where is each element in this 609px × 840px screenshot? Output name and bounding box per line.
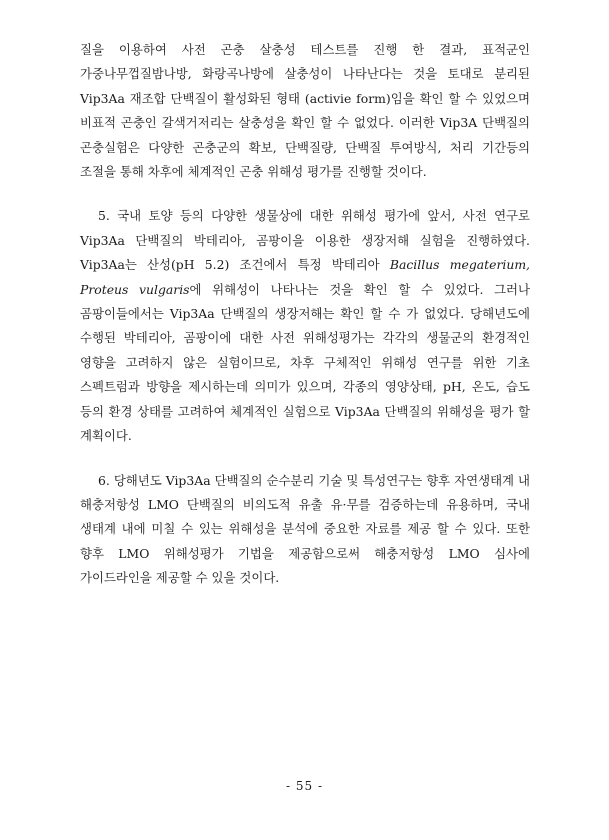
paragraph-item-5-text-after: 에 위해성이 나타나는 것을 확인 할 수 있었다. 그러나 곰팡이들에서는 Vip3Aa 단백질의 생장저해는 확인 할 수 가 없었다. 당해년도에 수행된 박테리아, 곰팡이에 대한 사전 위해성평가는 각각의 생물군의 환경적인 영향을 고려하지 않은 실험이므로, 차후 구체적인 위해성 연구를 위한 기초 스펙트럼과 방향을 제시하는데 의미가 있으며, 각종의 영양상태, pH, 온도, 습도 등의 환경 상태를 고려하여 체계적인 실험으로 Vip3Aa 단백질의 위해성을 평가 할 계획이다.: [80, 281, 530, 444]
species-names: Bacillus megaterium, Proteus vulgaris: [80, 257, 531, 297]
page-number: - 55 -: [285, 779, 323, 793]
paragraph-continuation: 질을 이용하여 사전 곤충 살충성 테스트를 진행 한 결과, 표적군인 가중나무껍질밤나방, 화랑곡나방에 살충성이 나타난다는 것을 토대로 분리된 Vip3Aa 재조합 단백질이 활성화된 형태 (activie form)임을 확인 할 수 있었으며 비표적 곤충인 갈색거저리는 살충성을 확인 할 수 없었다. 이러한 Vip3A 단백질의 곤충실험은 다양한 곤충군의 확보, 단백질량, 단백질 투여방식, 처리 기간등의 조절을 통해 차후에 체계적인 곤충 위해성 평가를 진행할 것이다.: [80, 42, 530, 180]
paragraph-item-5: [80, 204, 530, 448]
paragraph-item-5-text-before: 5. 국내 토양 등의 다양한 생물상에 대한 위해성 평가에 앞서, 사전 연구로 Vip3Aa 단백질의 박테리아, 곰팡이을 이용한 생장저해 실험을 진행하였다. Vip3Aa는 산성(pH 5.2) 조건에서 특정 박테리아: [80, 208, 530, 273]
body-text: [80, 38, 530, 591]
paragraph-item-6: 6. 당해년도 Vip3Aa 단백질의 순수분리 기술 및 특성연구는 향후 자연생태계 내 해충저항성 LMO 단백질의 비의도적 유출 유·무를 검증하는데 유용하며, 국내 생태계 내에 미칠 수 있는 위해성을 분석에 중요한 자료를 제공 할 수 있다. 또한 향후 LMO 위해성평가 기법을 제공함으로써 해충저항성 LMO 심사에 가이드라인을 제공할 수 있을 것이다.: [80, 472, 530, 586]
